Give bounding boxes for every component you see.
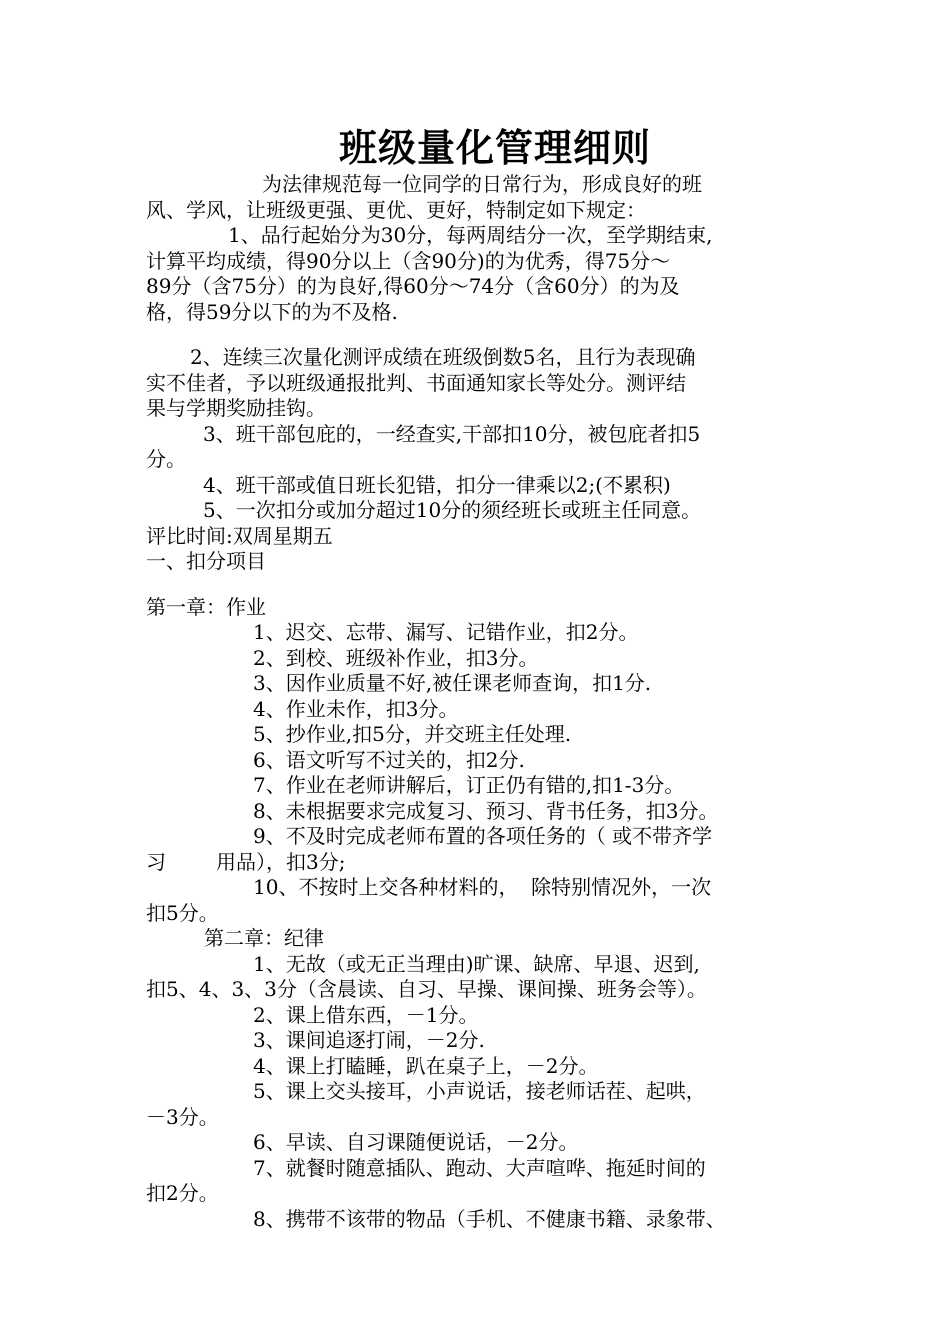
list-item: 9、不及时完成老师布置的各项任务的（ 或不带齐学 [253, 824, 713, 848]
list-item: 8、未根据要求完成复习、预习、背书任务，扣3分。 [253, 798, 719, 823]
rule-line: 3、班干部包庇的，一经查实,干部扣10分，被包庇者扣5 [203, 421, 701, 446]
list-item: 3、课间追逐打闹，－2分. [253, 1028, 485, 1052]
chapter-heading: 第一章：作业 [146, 594, 266, 619]
rule-line: 2、连续三次量化测评成绩在班级倒数5名，且行为表现确 [190, 345, 696, 369]
list-item: 5、抄作业,扣5分，并交班主任处理. [253, 722, 572, 746]
list-item-fragment: 习 [146, 849, 166, 874]
list-item: 6、早读、自习课随便说话，－2分。 [253, 1130, 579, 1154]
list-item: 1、无故（或无正当理由)旷课、缺席、早退、迟到, [253, 951, 700, 976]
intro-line: 风、学风，让班级更强、更优、更好，特制定如下规定： [146, 197, 646, 222]
chapter-heading: 第二章：纪律 [204, 926, 324, 950]
list-item: 3、因作业质量不好,被任课老师查询，扣1分. [253, 671, 652, 695]
list-item: 10、不按时上交各种材料的， 除特别情况外，一次 [253, 875, 712, 899]
list-item: 8、携带不该带的物品（手机、不健康书籍、录象带、 [253, 1206, 726, 1231]
paragraph-gap [146, 575, 818, 595]
list-item: 6、语文听写不过关的，扣2分. [253, 747, 525, 772]
list-item: 2、到校、班级补作业，扣3分。 [253, 645, 539, 670]
list-item: 4、课上打瞌睡，趴在桌子上，－2分。 [253, 1053, 599, 1078]
list-item-fragment: 用品），扣3分; [216, 849, 346, 874]
intro-line: 为法律规范每一位同学的日常行为，形成良好的班 [262, 172, 702, 196]
list-item: 1、迟交、忘带、漏写、记错作业，扣2分。 [253, 620, 639, 644]
list-item-continuation [146, 850, 818, 876]
list-item: 4、作业未作，扣3分。 [253, 696, 459, 721]
list-item: 2、课上借东西，－1分。 [253, 1002, 479, 1027]
rule-line: 5、一次扣分或加分超过10分的须经班长或班主任同意。 [203, 498, 702, 522]
rule-line: 89分（含75分）的为良好,得60分～74分（含60分）的为及 [146, 274, 680, 298]
list-item-continuation: 扣5、4、3、3分（含晨读、自习、早操、课间操、班务会等）。 [146, 977, 707, 1001]
eval-time: 评比时间:双周星期五 [146, 523, 333, 548]
paragraph-gap [146, 325, 818, 345]
list-item: 7、就餐时随意插队、跑动、大声喧哗、拖延时间的 [253, 1155, 706, 1180]
rule-line: 4、班干部或值日班长犯错，扣分一律乘以2;(不累积) [203, 472, 671, 497]
list-item-continuation: －3分。 [146, 1104, 219, 1129]
rule-line: 计算平均成绩，得90分以上（含90分)的为优秀，得75分～ [146, 248, 671, 273]
list-item: 5、课上交头接耳，小声说话，接老师话茬、起哄， [253, 1079, 706, 1103]
rule-line: 分。 [146, 447, 186, 471]
list-item-continuation: 扣5分。 [146, 900, 219, 925]
document-body [146, 172, 818, 1232]
rule-line: 1、品行起始分为30分，每两周结分一次，至学期结束, [228, 223, 713, 247]
list-item-continuation: 扣2分。 [146, 1181, 219, 1205]
rule-line: 果与学期奖励挂钩。 [146, 396, 326, 420]
rule-line: 格，得59分以下的为不及格. [146, 299, 398, 324]
document-title: 班级量化管理细则 [338, 125, 651, 170]
section-heading: 一、扣分项目 [146, 549, 266, 573]
list-item: 7、作业在老师讲解后，订正仍有错的,扣1-3分。 [253, 773, 685, 797]
rule-line: 实不佳者，予以班级通报批判、书面通知家长等处分。测评结 [146, 370, 686, 395]
